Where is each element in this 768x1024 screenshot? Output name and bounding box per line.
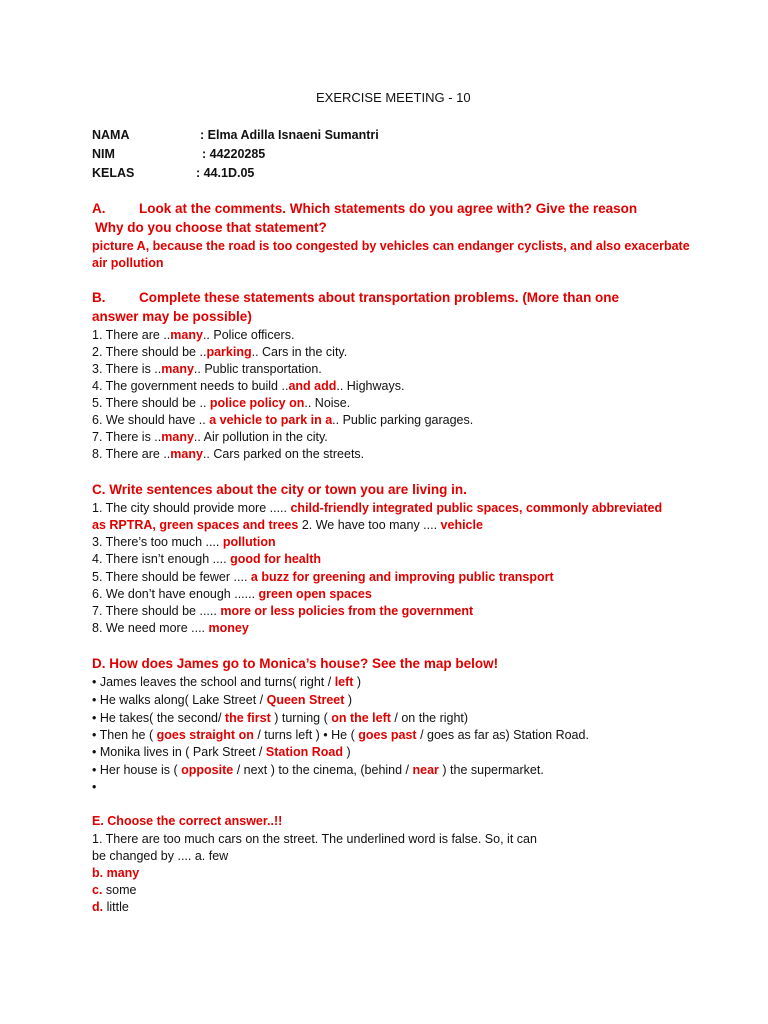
section-b-question-2: answer may be possible) — [92, 309, 252, 324]
list-item: 7. There is ..many.. Air pollution in the city. — [92, 430, 328, 444]
option-b: b. many — [92, 866, 140, 880]
kelas-label: KELAS — [92, 166, 135, 180]
option-d: d. little — [92, 900, 129, 914]
section-b-letter: B. — [92, 290, 106, 305]
list-item: • Her house is ( opposite / next ) to the cinema, (behind / near ) the supermarket. — [92, 763, 544, 777]
list-item: • Monika lives in ( Park Street / Station Road ) — [92, 745, 351, 759]
list-item: 7. There should be ..... more or less policies from the government — [92, 604, 474, 618]
section-e-heading: E. Choose the correct answer..!! — [92, 814, 283, 828]
section-b-question-text: Complete these statements about transportation problems. (More than one — [139, 290, 620, 305]
nim-value: : 44220285 — [202, 147, 266, 161]
list-item: 1. There are ..many.. Police officers. — [92, 328, 295, 342]
section-a-letter: A. — [92, 201, 106, 216]
list-item: 5. There should be fewer .... a buzz for greening and improving public transport — [92, 570, 554, 584]
list-item: • He walks along( Lake Street / Queen Street ) — [92, 693, 353, 707]
section-c-heading: C. Write sentences about the city or town you are living in. — [92, 482, 467, 497]
list-item: • James leaves the school and turns( right / left ) — [92, 675, 362, 689]
list-item: 8. There are ..many.. Cars parked on the streets. — [92, 447, 365, 461]
section-a-question — [92, 201, 637, 217]
list-item: 4. The government needs to build ..and add.. Highways. — [92, 379, 405, 393]
list-item: 1. The city should provide more ..... child-friendly integrated public spaces, commonly abbreviated — [92, 501, 663, 515]
nim-label: NIM — [92, 147, 115, 161]
page-title: EXERCISE MEETING - 10 — [316, 90, 471, 105]
list-item: as RPTRA, green spaces and trees 2. We have too many .... vehicle — [92, 518, 483, 532]
section-a-answer-2: air pollution — [92, 256, 164, 270]
section-b-question — [92, 290, 619, 306]
question-line-2: be changed by .... a. few — [92, 849, 229, 863]
question-line-1: 1. There are too much cars on the street. The underlined word is false. So, it can — [92, 832, 537, 846]
section-a-answer-1: picture A, because the road is too congested by vehicles can endanger cyclists, and also exacerbate — [92, 239, 690, 253]
list-item: • Then he ( goes straight on / turns left ) • He ( goes past / goes as far as) Station Road. — [92, 728, 589, 742]
section-d-heading: D. How does James go to Monica’s house? See the map below! — [92, 656, 499, 671]
list-item: 5. There should be .. police policy on.. Noise. — [92, 396, 351, 410]
section-a-question-2: Why do you choose that statement? — [95, 220, 327, 235]
list-item: 3. There is ..many.. Public transportation. — [92, 362, 322, 376]
list-item: 4. There isn’t enough .... good for health — [92, 552, 322, 566]
list-item: 6. We should have .. a vehicle to park in a.. Public parking garages. — [92, 413, 474, 427]
list-item: • He takes( the second/ the first ) turning ( on the left / on the right) — [92, 711, 469, 725]
kelas-value: : 44.1D.05 — [196, 166, 255, 180]
nama-value: : Elma Adilla Isnaeni Sumantri — [200, 128, 379, 142]
option-c: c. some — [92, 883, 137, 897]
list-item: 8. We need more .... money — [92, 621, 249, 635]
list-item: 2. There should be ..parking.. Cars in the city. — [92, 345, 348, 359]
section-a-question-text: Look at the comments. Which statements do you agree with? Give the reason — [139, 201, 638, 216]
list-item: • — [92, 780, 97, 794]
nama-label: NAMA — [92, 128, 130, 142]
list-item: 3. There’s too much .... pollution — [92, 535, 276, 549]
list-item: 6. We don’t have enough ...... green open spaces — [92, 587, 372, 601]
